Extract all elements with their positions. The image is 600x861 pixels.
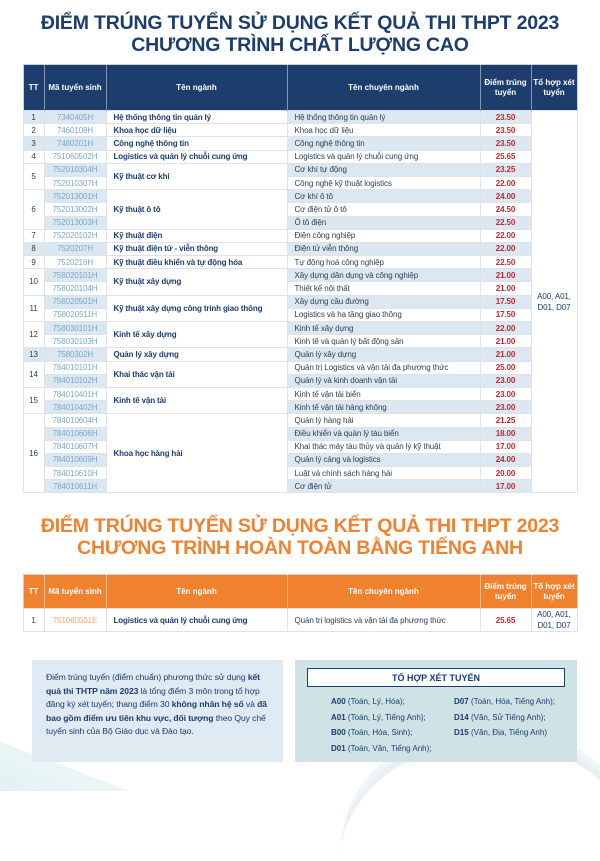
table-row xyxy=(23,414,577,427)
footer xyxy=(0,660,600,762)
combination-box xyxy=(295,660,577,762)
score-cell: 23.50 xyxy=(480,111,531,124)
score-cell: 21.00 xyxy=(480,269,531,282)
admission-table xyxy=(23,64,578,493)
major-cell: Công nghệ thông tin xyxy=(106,137,287,150)
code-cell: 7580302H xyxy=(44,348,106,361)
score-cell: 22.50 xyxy=(480,216,531,229)
tt-cell: 16 xyxy=(23,414,44,493)
major-cell: Hệ thống thông tin quản lý xyxy=(106,111,287,124)
code-cell: 784010609H xyxy=(44,453,106,466)
score-cell: 25.65 xyxy=(480,609,531,632)
tt-cell: 5 xyxy=(23,163,44,189)
english-program-table-container xyxy=(0,574,600,632)
tt-cell: 13 xyxy=(23,348,44,361)
specialization-cell: Quản trị Logistics và vận tải đa phương thức xyxy=(287,361,480,374)
specialization-cell: Cơ khí ô tô xyxy=(287,190,480,203)
specialization-cell: Logistics và quản lý chuỗi cung ứng xyxy=(287,150,480,163)
table-row xyxy=(23,256,577,269)
combination-item: D01 (Toán, Văn, Tiếng Anh); xyxy=(331,743,432,753)
score-note-box xyxy=(32,660,283,762)
code-cell: 784010402H xyxy=(44,401,106,414)
section2-title xyxy=(0,516,600,559)
score-cell: 25.65 xyxy=(480,150,531,163)
major-cell: Khoa học dữ liệu xyxy=(106,124,287,137)
score-note-text: Điểm trúng tuyển (điểm chuẩn) phương thức sử dụng kết quả thi THTP năm 2023 là tổng điểm 3 môn trong tổ hợp đăng ký xét tuyển; thang điểm 30 không nhân hệ số và đã bao gồm điểm ưu tiên khu vực, đối tượng theo Quy chế tuyển sinh của Bộ Giáo dục và Đào tạo. xyxy=(46,672,267,737)
specialization-cell: Điều khiển và quản lý tàu biển xyxy=(287,427,480,440)
major-cell: Logistics và quản lý chuỗi cung ứng xyxy=(106,150,287,163)
section2-title-line1: ĐIỂM TRÚNG TUYỂN SỬ DỤNG KẾT QUẢ THI THPT 2023 xyxy=(40,515,560,538)
column-header: Tên ngành xyxy=(106,575,287,609)
section2-title-line2: CHƯƠNG TRÌNH HOÀN TOÀN BẰNG TIẾNG ANH xyxy=(77,536,523,559)
combination-box-title: TỔ HỢP XÉT TUYỂN xyxy=(307,668,565,687)
specialization-cell: Kinh tế vận tải biển xyxy=(287,387,480,400)
specialization-cell: Tự động hoá công nghiệp xyxy=(287,256,480,269)
score-cell: 22.00 xyxy=(480,322,531,335)
major-cell: Kỹ thuật điều khiển và tự động hóa xyxy=(106,256,287,269)
code-cell: 784010401H xyxy=(44,387,106,400)
combination-columns xyxy=(295,692,577,756)
combination-cell: A00, A01, D01, D07 xyxy=(531,609,577,632)
score-cell: 23.25 xyxy=(480,163,531,176)
score-cell: 22.50 xyxy=(480,256,531,269)
table-row xyxy=(23,361,577,374)
specialization-cell: Công nghệ kỹ thuật logistics xyxy=(287,176,480,189)
code-cell: 7520216H xyxy=(44,256,106,269)
header-row xyxy=(23,575,577,609)
combination-item: D15 (Văn, Địa, Tiếng Anh) xyxy=(454,728,547,738)
table-row xyxy=(23,387,577,400)
tt-cell: 7 xyxy=(23,229,44,242)
combination-item: A01 (Toán, Lý, Tiếng Anh); xyxy=(331,712,426,722)
specialization-cell: Điện công nghiệp xyxy=(287,229,480,242)
code-cell: 752013002H xyxy=(44,203,106,216)
combination-cell: A00, A01, D01, D07 xyxy=(531,111,577,493)
major-cell: Kinh tế xây dựng xyxy=(106,322,287,348)
code-cell: 752013001H xyxy=(44,190,106,203)
score-cell: 23.50 xyxy=(480,137,531,150)
column-header: TT xyxy=(23,575,44,609)
specialization-cell: Khai thác máy tàu thủy và quản lý kỹ thuật xyxy=(287,440,480,453)
specialization-cell: Hệ thống thông tin quản lý xyxy=(287,111,480,124)
code-cell: 784010607H xyxy=(44,440,106,453)
section1-title-line1: ĐIỂM TRÚNG TUYỂN SỬ DỤNG KẾT QUẢ THI THPT 2023 xyxy=(40,12,560,34)
table-row xyxy=(23,295,577,308)
table-row xyxy=(23,163,577,176)
code-cell: 784010604H xyxy=(44,414,106,427)
code-cell: 752013003H xyxy=(44,216,106,229)
column-header: Điểm trúng tuyển xyxy=(480,575,531,609)
score-cell: 21.25 xyxy=(480,414,531,427)
score-cell: 23.00 xyxy=(480,374,531,387)
column-header: Điểm trúng tuyển xyxy=(480,65,531,111)
tt-cell: 10 xyxy=(23,269,44,295)
code-cell: 758020501H xyxy=(44,295,106,308)
tt-cell: 14 xyxy=(23,361,44,387)
major-cell: Quản lý xây dựng xyxy=(106,348,287,361)
score-cell: 21.00 xyxy=(480,348,531,361)
column-header: Mã tuyển sinh xyxy=(44,575,106,609)
score-cell: 23.00 xyxy=(480,401,531,414)
score-cell: 21.00 xyxy=(480,335,531,348)
table-row xyxy=(23,229,577,242)
score-cell: 20.00 xyxy=(480,467,531,480)
score-cell: 24.50 xyxy=(480,203,531,216)
specialization-cell: Ô tô điện xyxy=(287,216,480,229)
specialization-cell: Công nghệ thông tin xyxy=(287,137,480,150)
score-cell: 24.00 xyxy=(480,453,531,466)
major-cell: Khai thác vận tải xyxy=(106,361,287,387)
table-row xyxy=(23,190,577,203)
specialization-cell: Cơ điện tử ô tô xyxy=(287,203,480,216)
code-cell: 751060501E xyxy=(44,609,106,632)
table-row xyxy=(23,242,577,255)
specialization-cell: Quản lý hàng hải xyxy=(287,414,480,427)
score-cell: 23.50 xyxy=(480,124,531,137)
code-cell: 784010610H xyxy=(44,467,106,480)
score-cell: 18.00 xyxy=(480,427,531,440)
score-cell: 17.50 xyxy=(480,295,531,308)
code-cell: 752010307H xyxy=(44,176,106,189)
column-header: Tên chuyên ngành xyxy=(287,65,480,111)
major-cell: Kỹ thuật cơ khí xyxy=(106,163,287,189)
code-cell: 784010611H xyxy=(44,480,106,493)
table-row xyxy=(23,111,577,124)
specialization-cell: Kinh tế xây dựng xyxy=(287,322,480,335)
code-cell: 784010101H xyxy=(44,361,106,374)
combination-item: A00 (Toán, Lý, Hóa); xyxy=(331,697,405,707)
specialization-cell: Xây dựng cầu đường xyxy=(287,295,480,308)
tt-cell: 6 xyxy=(23,190,44,230)
code-cell: 752010304H xyxy=(44,163,106,176)
table-row xyxy=(23,150,577,163)
column-header: TT xyxy=(23,65,44,111)
combination-item: D07 (Toán, Hóa, Tiếng Anh); xyxy=(454,697,555,707)
score-cell: 17.00 xyxy=(480,480,531,493)
specialization-cell: Khoa học dữ liệu xyxy=(287,124,480,137)
specialization-cell: Cơ điện tử xyxy=(287,480,480,493)
score-cell: 25.00 xyxy=(480,361,531,374)
score-cell: 22.00 xyxy=(480,242,531,255)
specialization-cell: Cơ khí tự động xyxy=(287,163,480,176)
tt-cell: 15 xyxy=(23,387,44,413)
clc-admission-table-container xyxy=(0,64,600,493)
tt-cell: 11 xyxy=(23,295,44,321)
section1-title-line2: CHƯƠNG TRÌNH CHẤT LƯỢNG CAO xyxy=(131,33,469,56)
tt-cell: 1 xyxy=(23,609,44,632)
code-cell: 758030101H xyxy=(44,322,106,335)
code-cell: 7340405H xyxy=(44,111,106,124)
score-cell: 23.00 xyxy=(480,387,531,400)
specialization-cell: Quản trị logistics và vận tải đa phương thức xyxy=(287,609,480,632)
code-cell: 758020101H xyxy=(44,269,106,282)
tt-cell: 4 xyxy=(23,150,44,163)
code-cell: 7460108H xyxy=(44,124,106,137)
code-cell: 784010102H xyxy=(44,374,106,387)
code-cell: 758020104H xyxy=(44,282,106,295)
combination-item: D14 (Văn, Sử Tiếng Anh); xyxy=(454,712,546,722)
tt-cell: 2 xyxy=(23,124,44,137)
code-cell: 751060502H xyxy=(44,150,106,163)
major-cell: Khoa học hàng hải xyxy=(106,414,287,493)
section1-title xyxy=(0,13,600,56)
major-cell: Kỹ thuật xây dựng công trình giao thông xyxy=(106,295,287,321)
admission-table xyxy=(23,574,578,632)
tt-cell: 1 xyxy=(23,111,44,124)
table-row xyxy=(23,609,577,632)
score-cell: 24.00 xyxy=(480,190,531,203)
table-row xyxy=(23,124,577,137)
tt-cell: 8 xyxy=(23,242,44,255)
table-row xyxy=(23,269,577,282)
major-cell: Logistics và quản lý chuỗi cung ứng xyxy=(106,609,287,632)
combination-item: B00 (Toán, Hóa, Sinh); xyxy=(331,728,413,738)
specialization-cell: Quản lý xây dựng xyxy=(287,348,480,361)
column-header: Mã tuyển sinh xyxy=(44,65,106,111)
code-cell: 758020511H xyxy=(44,308,106,321)
tt-cell: 9 xyxy=(23,256,44,269)
specialization-cell: Điện tử viễn thông xyxy=(287,242,480,255)
tt-cell: 3 xyxy=(23,137,44,150)
specialization-cell: Xây dựng dân dụng và công nghiệp xyxy=(287,269,480,282)
code-cell: 758030103H xyxy=(44,335,106,348)
specialization-cell: Quản lý cảng và logistics xyxy=(287,453,480,466)
combination-list-left xyxy=(331,694,432,756)
score-cell: 17.50 xyxy=(480,308,531,321)
score-cell: 21.00 xyxy=(480,282,531,295)
specialization-cell: Logistics và hạ tầng giao thông xyxy=(287,308,480,321)
specialization-cell: Luật và chính sách hàng hải xyxy=(287,467,480,480)
column-header: Tổ hợp xét tuyển xyxy=(531,65,577,111)
code-cell: 752020102H xyxy=(44,229,106,242)
column-header: Tên ngành xyxy=(106,65,287,111)
specialization-cell: Kinh tế vận tải hàng không xyxy=(287,401,480,414)
major-cell: Kỹ thuật điện xyxy=(106,229,287,242)
column-header: Tên chuyên ngành xyxy=(287,575,480,609)
major-cell: Kỹ thuật ô tô xyxy=(106,190,287,230)
code-cell: 7480201H xyxy=(44,137,106,150)
score-cell: 17.00 xyxy=(480,440,531,453)
score-cell: 22.00 xyxy=(480,229,531,242)
major-cell: Kỹ thuật điện tử - viễn thông xyxy=(106,242,287,255)
table-row xyxy=(23,137,577,150)
major-cell: Kỹ thuật xây dựng xyxy=(106,269,287,295)
specialization-cell: Thiết kế nội thất xyxy=(287,282,480,295)
specialization-cell: Quản lý và kinh doanh vận tải xyxy=(287,374,480,387)
major-cell: Kinh tế vận tải xyxy=(106,387,287,413)
tt-cell: 12 xyxy=(23,322,44,348)
score-cell: 22.00 xyxy=(480,176,531,189)
combination-list-right xyxy=(454,694,555,756)
code-cell: 784010606H xyxy=(44,427,106,440)
code-cell: 7520207H xyxy=(44,242,106,255)
specialization-cell: Kinh tế và quản lý bất động sản xyxy=(287,335,480,348)
column-header: Tổ hợp xét tuyển xyxy=(531,575,577,609)
header-row xyxy=(23,65,577,111)
table-row xyxy=(23,322,577,335)
table-row xyxy=(23,348,577,361)
